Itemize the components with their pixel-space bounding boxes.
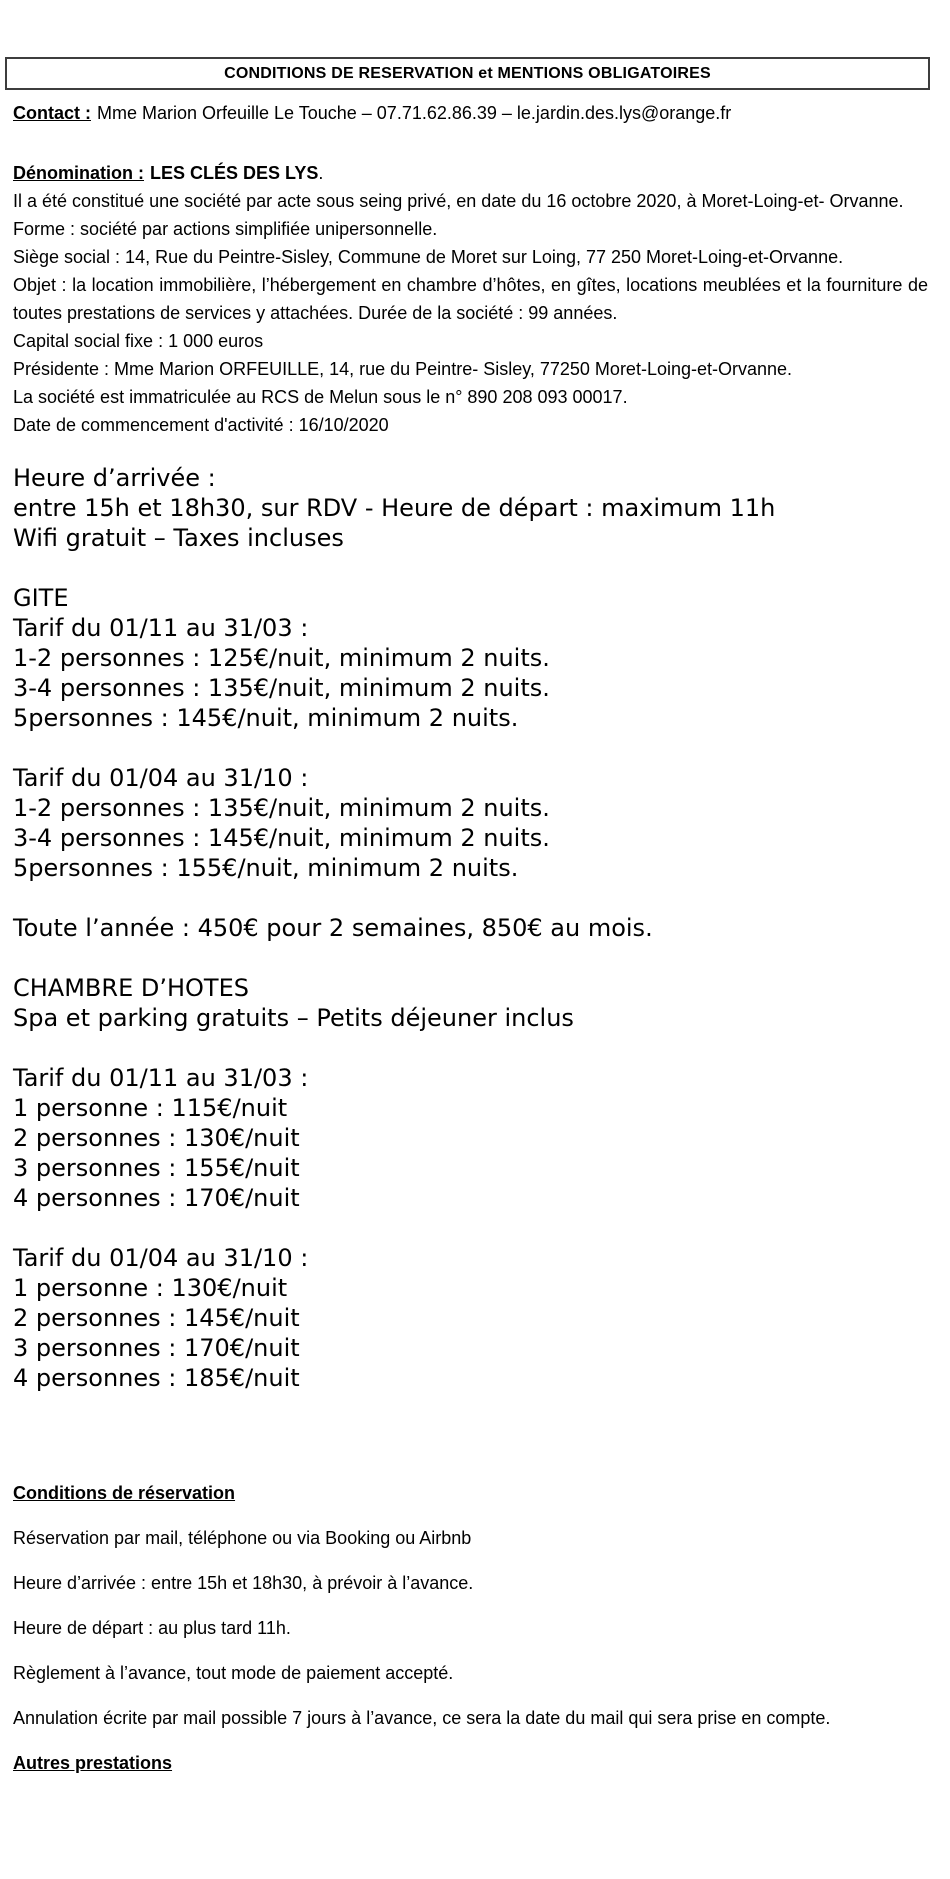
conditions-paragraph: Règlement à l’avance, tout mode de paiement accepté.	[13, 1663, 454, 1683]
contact-value: Mme Marion Orfeuille Le Touche – 07.71.62.86.39 – le.jardin.des.lys@orange.fr	[97, 103, 732, 123]
constitution-paragraph: Il a été constitué une société par acte sous seing privé, en date du 16 octobre 2020, à Moret-Loing-et- Orvanne.	[13, 191, 904, 211]
gite-winter-tariff-group	[13, 583, 928, 733]
gite-winter-tariff-title: Tarif du 01/11 au 31/03 :	[13, 614, 309, 642]
gite-yearly-tariff-group	[13, 913, 928, 943]
chambre-summer-tariff-row: 1 personne : 130€/nuit	[13, 1274, 288, 1302]
gite-winter-tariff-row: 5personnes : 145€/nuit, minimum 2 nuits.	[13, 704, 519, 732]
contact-label: Contact :	[13, 103, 91, 123]
tariffs-section	[13, 463, 928, 1393]
gite-winter-tariff-row: 1-2 personnes : 125€/nuit, minimum 2 nuits.	[13, 644, 550, 672]
gite-summer-tariff-row: 1-2 personnes : 135€/nuit, minimum 2 nuits.	[13, 794, 550, 822]
immatriculation-line: La société est immatriculée au RCS de Melun sous le n° 890 208 093 00017.	[13, 387, 628, 407]
denomination-label: Dénomination :	[13, 163, 144, 183]
heure-arrivee-title: Heure d’arrivée :	[13, 464, 216, 492]
contact-line	[13, 99, 928, 127]
heure-arrivee-detail: entre 15h et 18h30, sur RDV - Heure de départ : maximum 11h	[13, 494, 776, 522]
title-box	[5, 57, 930, 90]
siege-paragraph: Siège social : 14, Rue du Peintre-Sisley, Commune de Moret sur Loing, 77 250 Moret-Loing-et-Orvanne.	[13, 247, 844, 267]
gite-summer-tariff-group	[13, 763, 928, 883]
denomination-value: LES CLÉS DES LYS	[150, 163, 319, 183]
chambre-winter-tariff-group	[13, 1063, 928, 1213]
gite-yearly-tariff-line: Toute l’année : 450€ pour 2 semaines, 850€ au mois.	[13, 914, 653, 942]
chambre-winter-tariff-row: 3 personnes : 155€/nuit	[13, 1154, 300, 1182]
conditions-paragraph: Annulation écrite par mail possible 7 jours à l’avance, ce sera la date du mail qui sera prise en compte.	[13, 1708, 831, 1728]
conditions-heading: Conditions de réservation	[13, 1483, 236, 1503]
company-section	[13, 159, 928, 439]
presidente-line: Présidente : Mme Marion ORFEUILLE, 14, rue du Peintre- Sisley, 77250 Moret-Loing-et-Orvanne.	[13, 359, 793, 379]
gite-winter-tariff-row: 3-4 personnes : 135€/nuit, minimum 2 nuits.	[13, 674, 550, 702]
document-title: CONDITIONS DE RESERVATION et MENTIONS OBLIGATOIRES	[224, 64, 711, 82]
autres-prestations-heading: Autres prestations	[13, 1753, 173, 1773]
chambre-hotes-title: CHAMBRE D’HOTES	[13, 974, 249, 1002]
forme-line: Forme : société par actions simplifiée unipersonnelle.	[13, 219, 438, 239]
chambre-winter-tariff-row: 4 personnes : 170€/nuit	[13, 1184, 300, 1212]
arrival-info-group	[13, 463, 928, 553]
denomination-line	[13, 159, 928, 187]
chambre-hotes-header-group	[13, 973, 928, 1033]
chambre-summer-tariff-row: 3 personnes : 170€/nuit	[13, 1334, 300, 1362]
conditions-section	[13, 1479, 928, 1778]
date-activite-line: Date de commencement d'activité : 16/10/2020	[13, 415, 389, 435]
conditions-paragraph: Heure d’arrivée : entre 15h et 18h30, à prévoir à l’avance.	[13, 1573, 474, 1593]
chambre-winter-tariff-row: 1 personne : 115€/nuit	[13, 1094, 288, 1122]
gite-title: GITE	[13, 584, 69, 612]
conditions-paragraph: Réservation par mail, téléphone ou via Booking ou Airbnb	[13, 1528, 472, 1548]
chambre-summer-tariff-row: 2 personnes : 145€/nuit	[13, 1304, 300, 1332]
objet-paragraph: Objet : la location immobilière, l’hébergement en chambre d’hôtes, en gîtes, locations meublées et la fourniture de toutes prestations de services y attachées. Durée de la société : 99 années.	[13, 275, 928, 323]
gite-summer-tariff-row: 3-4 personnes : 145€/nuit, minimum 2 nuits.	[13, 824, 550, 852]
chambre-winter-tariff-title: Tarif du 01/11 au 31/03 :	[13, 1064, 309, 1092]
gite-summer-tariff-title: Tarif du 01/04 au 31/10 :	[13, 764, 309, 792]
chambre-hotes-subtitle: Spa et parking gratuits – Petits déjeuner inclus	[13, 1004, 574, 1032]
chambre-winter-tariff-row: 2 personnes : 130€/nuit	[13, 1124, 300, 1152]
chambre-summer-tariff-group	[13, 1243, 928, 1393]
chambre-summer-tariff-title: Tarif du 01/04 au 31/10 :	[13, 1244, 309, 1272]
gite-summer-tariff-row: 5personnes : 155€/nuit, minimum 2 nuits.	[13, 854, 519, 882]
conditions-paragraph: Heure de départ : au plus tard 11h.	[13, 1618, 291, 1638]
wifi-line: Wifi gratuit – Taxes incluses	[13, 524, 344, 552]
denomination-suffix: .	[318, 163, 324, 183]
chambre-summer-tariff-row: 4 personnes : 185€/nuit	[13, 1364, 300, 1392]
capital-line: Capital social fixe : 1 000 euros	[13, 331, 264, 351]
